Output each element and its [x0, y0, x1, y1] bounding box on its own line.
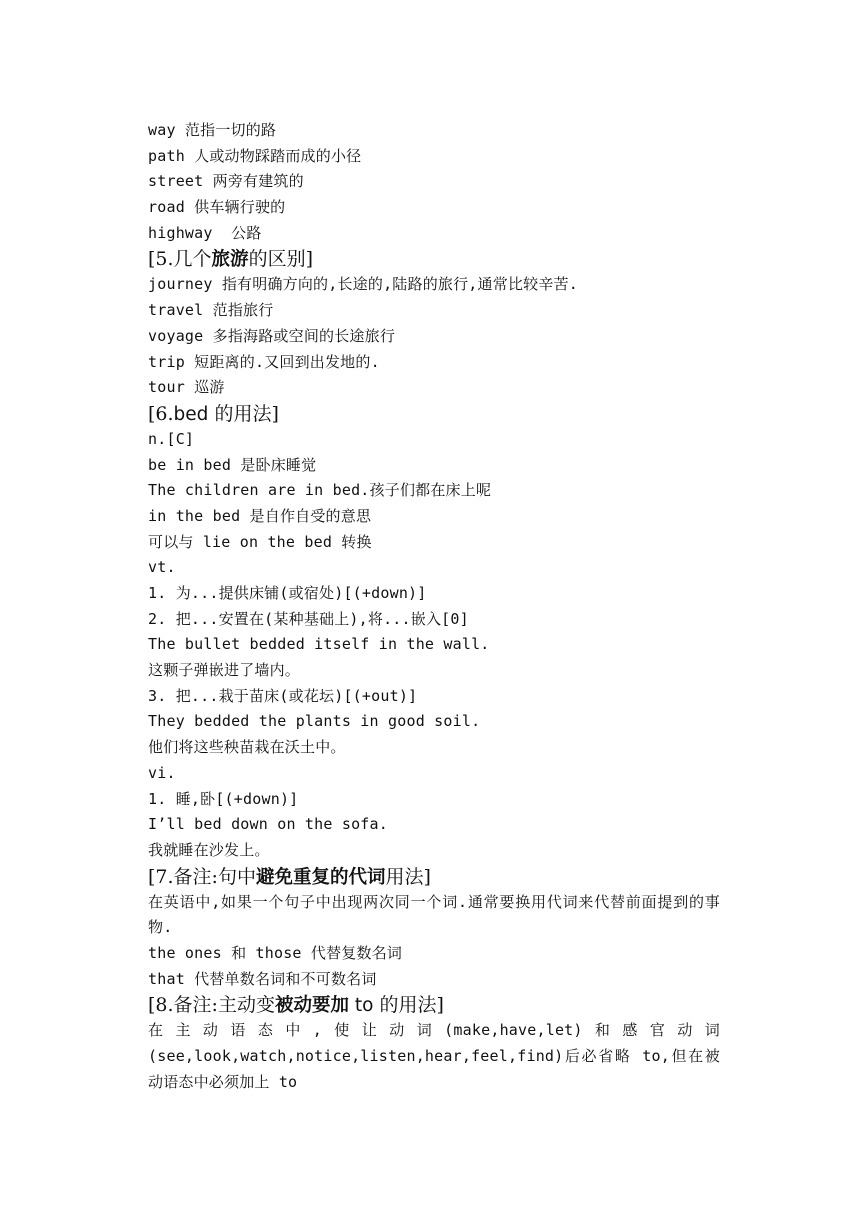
heading-word: bed [173, 403, 209, 425]
heading-text: 的用法] [208, 402, 279, 425]
heading-text: 的用法] [373, 994, 444, 1017]
body-line: I’ll bed down on the sofa. [148, 815, 388, 834]
section-8-heading [148, 992, 720, 1018]
road-line: path 人或动物踩踏而成的小径 [148, 146, 362, 165]
section-5-body [148, 272, 720, 400]
section-8-body [148, 1018, 720, 1095]
body-line: tour 巡游 [148, 378, 225, 397]
road-line: road 供车辆行驶的 [148, 198, 286, 217]
body-line: 1. 睡,卧[(+down)] [148, 789, 299, 808]
body-line: travel 范指旅行 [148, 301, 274, 320]
body-line: voyage 多指海路或空间的长途旅行 [148, 326, 396, 345]
section-7-body [148, 890, 720, 993]
section-5-heading [148, 246, 720, 272]
body-line: They bedded the plants in good soil. [148, 712, 481, 731]
body-line: 我就睡在沙发上。 [148, 840, 270, 859]
body-paragraph: 在主动语态中,使让动词(make,have,let)和感官动词(see,look,watch,notice,listen,hear,feel,find)后必省略 to,但在被动语态中必须加上 to [148, 1021, 720, 1091]
body-line: 可以与 lie on the bed 转换 [148, 532, 372, 551]
road-line: street 两旁有建筑的 [148, 172, 304, 191]
road-line: highway 公路 [148, 223, 262, 242]
body-paragraph: 在英语中,如果一个句子中出现两次同一个词.通常要换用代词来代替前面提到的事物. [148, 892, 720, 937]
heading-text: 的区别] [248, 248, 313, 271]
section-7-heading [148, 864, 720, 890]
body-line: The bullet bedded itself in the wall. [148, 635, 490, 654]
body-line: 这颗子弹嵌进了墙内。 [148, 661, 301, 680]
heading-text: [8.备注:主动变 [148, 994, 275, 1017]
section-6-body [148, 427, 720, 864]
document-page [148, 118, 720, 1095]
body-line: trip 短距离的.又回到出发地的. [148, 352, 380, 371]
body-line: The children are in bed.孩子们都在床上呢 [148, 481, 492, 500]
body-line: journey 指有明确方向的,长途的,陆路的旅行,通常比较辛苦. [148, 275, 578, 294]
body-line: 3. 把...栽于苗床(或花坛)[(+out)] [148, 686, 418, 705]
heading-word: to [348, 995, 374, 1017]
road-line: way 范指一切的路 [148, 121, 277, 139]
body-line: 他们将这些秧苗栽在沃土中。 [148, 738, 346, 757]
heading-text: [6. [148, 402, 174, 425]
body-line: that 代替单数名词和不可数名词 [148, 969, 377, 988]
body-line: vi. [148, 763, 176, 782]
body-line: the ones 和 those 代替复数名词 [148, 943, 403, 962]
heading-bold-text: 避免重复的代词 [255, 866, 386, 888]
body-line: 1. 为...提供床铺(或宿处)[(+down)] [148, 584, 427, 602]
body-line: vt. [148, 558, 176, 577]
body-line: be in bed 是卧床睡觉 [148, 455, 317, 474]
heading-bold-text: 旅游 [211, 249, 249, 271]
heading-text: 用法] [385, 865, 431, 888]
heading-text: [5.几个 [148, 248, 212, 271]
body-line: n.[C] [148, 429, 195, 448]
body-line: 2. 把...安置在(某种基础上),将...嵌入[0] [148, 609, 469, 628]
heading-bold-text: 被动要加 [274, 995, 349, 1017]
body-line: in the bed 是自作自受的意思 [148, 506, 372, 525]
heading-text: [7.备注:句中 [148, 865, 256, 888]
road-list [148, 118, 720, 246]
section-6-heading [148, 401, 720, 427]
